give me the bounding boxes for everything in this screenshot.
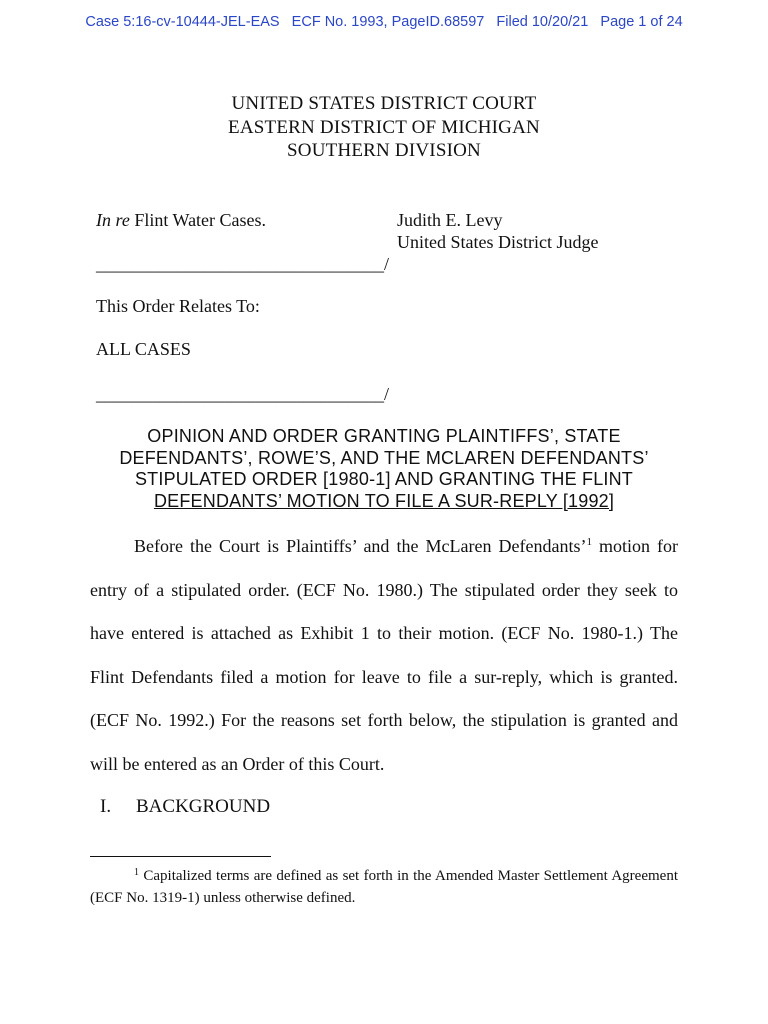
caption-rule: ________________________________/	[96, 384, 390, 404]
all-cases-label: ALL CASES	[96, 339, 191, 359]
order-title-line: DEFENDANTS’, ROWE’S, AND THE MCLAREN DEFENDANTS’	[119, 447, 649, 468]
footnote-text: Capitalized terms are defined as set forth in the Amended Master Settlement Agreement (ECF No. 1319-1) unless otherwise defined.	[90, 868, 678, 906]
case-name: Flint Water Cases.	[129, 210, 267, 230]
body-text-part: Before the Court is Plaintiffs’ and the McLaren Defendants’	[134, 536, 587, 556]
judge-block	[397, 209, 598, 253]
court-division: SOUTHERN DIVISION	[287, 140, 481, 161]
in-re-label: In re	[96, 210, 130, 230]
footnote-reference[interactable]: 1	[586, 536, 592, 548]
footnote-number: 1	[134, 867, 139, 878]
ecf-header: Case 5:16-cv-10444-JEL-EAS ECF No. 1993, PageID.68597 Filed 10/20/21 Page 1 of 24	[85, 14, 683, 30]
body-paragraph	[90, 525, 678, 786]
court-name: UNITED STATES DISTRICT COURT	[231, 93, 537, 114]
order-title	[80, 426, 688, 512]
section-title: BACKGROUND	[136, 796, 271, 817]
case-caption	[96, 209, 266, 231]
body-text-part: motion for entry of a stipulated order. (ECF No. 1980.) The stipulated order they seek to have entered is attached as Exhibit 1 to their motion. (ECF No. 1980-1.) The Flint Defendants filed a motion for leave to file a sur-reply, which is granted. (ECF No. 1992.) For the reasons set forth below, the stipulation is granted and will be entered as an Order of this Court.	[90, 536, 679, 774]
footnote	[90, 865, 678, 909]
relates-to-label: This Order Relates To:	[96, 296, 260, 316]
section-number: I.	[100, 796, 112, 817]
court-heading	[0, 92, 768, 163]
order-title-line: STIPULATED ORDER [1980-1] AND GRANTING THE FLINT	[134, 469, 634, 489]
footnote-divider	[90, 856, 271, 857]
caption-rule: ________________________________/	[96, 254, 390, 274]
judge-title: United States District Judge	[397, 232, 599, 252]
order-title-line: DEFENDANTS’ MOTION TO FILE A SUR-REPLY [1992]	[153, 490, 615, 511]
court-district: EASTERN DISTRICT OF MICHIGAN	[228, 116, 540, 138]
order-title-line: OPINION AND ORDER GRANTING PLAINTIFFS’, STATE	[147, 426, 621, 446]
section-heading	[100, 796, 270, 818]
judge-name: Judith E. Levy	[397, 210, 503, 230]
